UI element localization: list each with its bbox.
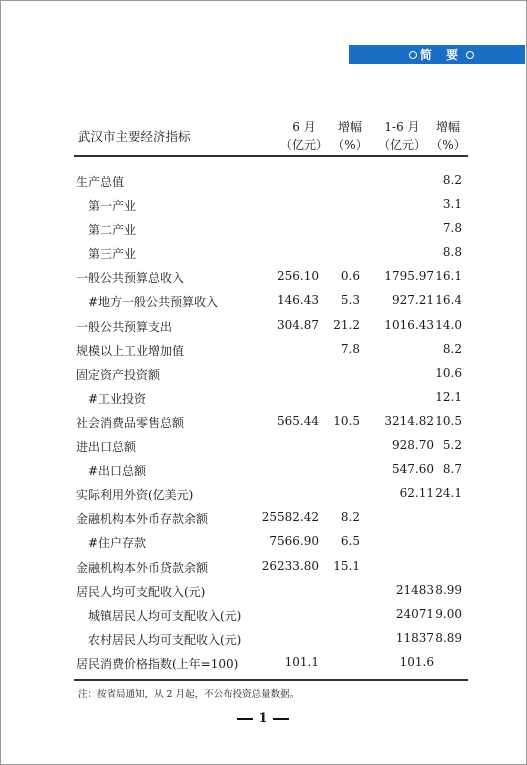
- table-row: [74, 289, 468, 313]
- table-row: [74, 362, 468, 386]
- header-rule: [74, 155, 468, 157]
- month-value: 7566.90: [269, 534, 319, 549]
- month-growth: 5.3: [340, 293, 360, 308]
- ytd-value: 1016.43: [384, 317, 434, 332]
- ytd-value: 547.60: [392, 462, 434, 477]
- header-month-value: [274, 118, 334, 154]
- header-ytd-growth: [430, 118, 466, 154]
- ytd-growth: 12.1: [435, 389, 462, 404]
- page-number: [228, 711, 298, 726]
- table-row: [74, 241, 468, 265]
- header-ytd-growth-label: 增幅: [435, 120, 460, 134]
- row-label: 农村居民人均可支配收入(元): [88, 632, 242, 647]
- table-row: [74, 338, 468, 362]
- row-label: 第一产业: [88, 199, 137, 214]
- month-growth: 15.1: [333, 558, 360, 573]
- ytd-growth: 8.7: [442, 462, 462, 477]
- table-row: [74, 169, 468, 193]
- row-label: 一般公共预算总收入: [76, 271, 185, 286]
- bottom-rule: [74, 679, 468, 681]
- ring-icon: [409, 51, 417, 59]
- ytd-value: 101.6: [399, 654, 434, 669]
- row-label: 第二产业: [88, 223, 137, 238]
- ring-icon: [466, 51, 474, 59]
- table-row: [74, 434, 468, 458]
- month-growth: 21.2: [333, 317, 360, 332]
- row-label: 城镇居民人均可支配收入(元): [88, 608, 242, 623]
- table-header: [74, 116, 468, 154]
- ytd-growth: 10.6: [435, 365, 462, 380]
- table-title: 武汉市主要经济指标: [78, 129, 191, 144]
- banner-text: 简 要: [419, 48, 463, 62]
- header-ytd-value: [372, 118, 432, 154]
- ytd-growth: 8.2: [442, 173, 462, 187]
- table-row: [74, 603, 468, 627]
- ytd-value: 11837: [395, 630, 434, 645]
- ytd-value: 21483: [395, 582, 434, 597]
- ytd-growth: 8.8: [442, 245, 462, 260]
- page-number-text: 1: [258, 711, 268, 726]
- dash-decoration: [237, 718, 253, 720]
- row-label: 居民人均可支配收入(元): [76, 584, 206, 599]
- table-row: [74, 530, 468, 554]
- table-row: [74, 506, 468, 530]
- indicator-table: [74, 169, 468, 675]
- month-value: 146.43: [277, 293, 319, 308]
- table-row: [74, 458, 468, 482]
- row-label: 第三产业: [88, 247, 137, 262]
- header-ytd-growth-unit: （%）: [430, 138, 466, 152]
- ytd-growth: 16.1: [435, 269, 462, 284]
- ytd-growth: 8.89: [435, 630, 462, 645]
- month-value: 25582.42: [261, 510, 319, 525]
- row-label: 固定资产投资额: [76, 367, 161, 382]
- ytd-growth: 3.1: [442, 197, 462, 212]
- section-banner: [349, 45, 525, 64]
- ytd-growth: 14.0: [435, 317, 462, 332]
- ytd-value: 927.21: [392, 293, 434, 308]
- row-label: 金融机构本外币贷款余额: [76, 560, 209, 575]
- row-label: 实际利用外资(亿美元): [76, 488, 194, 503]
- ytd-growth: 8.2: [442, 341, 462, 356]
- table-row: [74, 314, 468, 338]
- table-row: [74, 579, 468, 603]
- header-ytd-unit: （亿元）: [377, 138, 426, 152]
- ytd-value: 24071: [395, 606, 434, 621]
- header-month-growth-unit: （%）: [332, 138, 368, 152]
- month-growth: 8.2: [340, 510, 360, 525]
- ytd-growth: 5.2: [442, 438, 462, 453]
- month-value: 256.10: [277, 269, 319, 284]
- table-row: [74, 482, 468, 506]
- row-label: 金融机构本外币存款余额: [76, 512, 209, 527]
- row-label: #工业投资: [88, 391, 147, 406]
- ytd-value: 1795.97: [384, 269, 434, 284]
- header-month-label: 6 月: [292, 120, 316, 134]
- table-row: [74, 651, 468, 675]
- row-label: 一般公共预算支出: [76, 319, 173, 334]
- month-value: 26233.80: [261, 558, 319, 573]
- table-row: [74, 555, 468, 579]
- ytd-value: 928.70: [392, 438, 434, 453]
- ytd-value: 3214.82: [384, 413, 434, 428]
- row-label: 进出口总额: [76, 440, 137, 455]
- table-row: [74, 386, 468, 410]
- row-label: 生产总值: [76, 175, 125, 189]
- ytd-growth: 10.5: [435, 413, 462, 428]
- ytd-growth: 8.99: [435, 582, 462, 597]
- header-month-growth: [332, 118, 368, 154]
- table-row: [74, 410, 468, 434]
- header-month-growth-label: 增幅: [337, 120, 362, 134]
- row-label: 规模以上工业增加值: [76, 343, 185, 358]
- ytd-growth: 16.4: [435, 293, 462, 308]
- header-ytd-label: 1-6 月: [384, 120, 420, 134]
- month-value: 565.44: [277, 413, 319, 428]
- table-row: [74, 193, 468, 217]
- month-value: 304.87: [277, 317, 319, 332]
- table-row: [74, 217, 468, 241]
- row-label: #地方一般公共预算收入: [88, 295, 219, 310]
- row-label: #住户存款: [88, 536, 147, 551]
- ytd-growth: 7.8: [442, 221, 462, 236]
- month-growth: 0.6: [340, 269, 360, 284]
- table-row: [74, 265, 468, 289]
- ytd-growth: 9.00: [435, 606, 462, 621]
- month-growth: 6.5: [340, 534, 360, 549]
- month-growth: 10.5: [333, 413, 360, 428]
- ytd-growth: 24.1: [435, 486, 462, 501]
- month-growth: 7.8: [340, 341, 360, 356]
- row-label: 社会消费品零售总额: [76, 415, 185, 430]
- header-month-unit: （亿元）: [279, 138, 328, 152]
- row-label: 居民消费价格指数(上年=100): [76, 656, 239, 671]
- table-row: [74, 627, 468, 651]
- ytd-value: 62.11: [399, 486, 434, 501]
- month-value: 101.1: [284, 654, 319, 669]
- dash-decoration: [273, 718, 289, 720]
- row-label: #出口总额: [88, 464, 147, 479]
- footnote: 注：按省局通知，从 2 月起，不公布投资总量数据。: [78, 689, 300, 700]
